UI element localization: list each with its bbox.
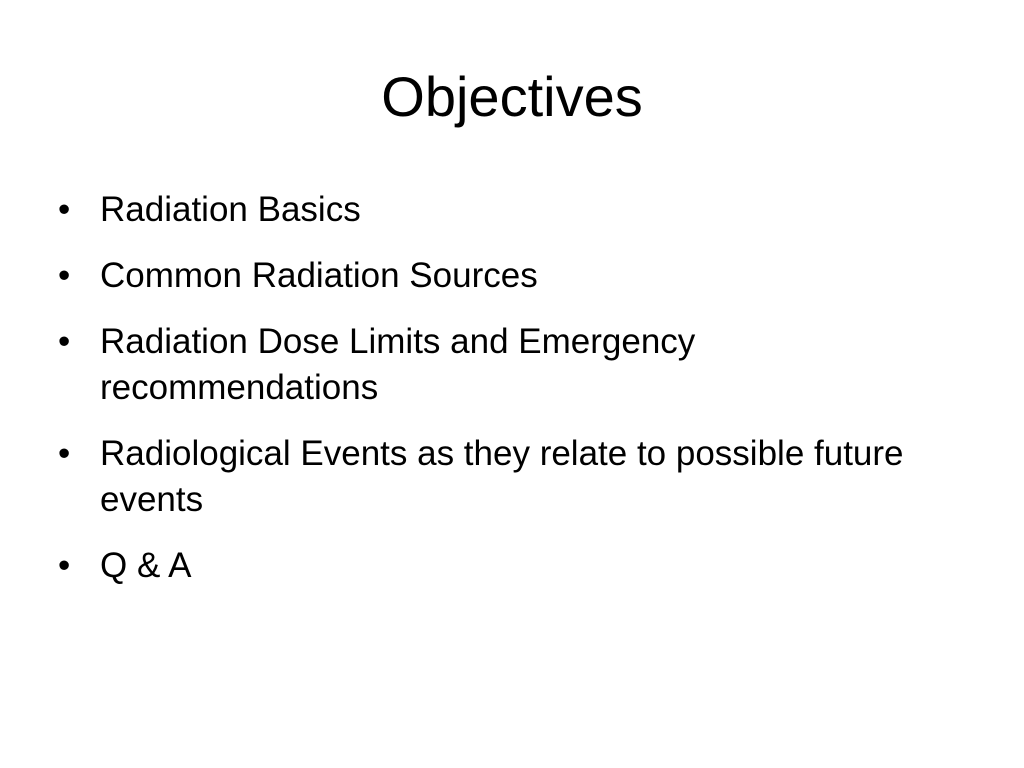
bullet-icon: • — [58, 322, 71, 361]
list-item — [58, 187, 958, 233]
bullet-icon: • — [58, 190, 71, 229]
bullet-icon: • — [58, 434, 71, 473]
list-item-text: Radiation Basics — [100, 190, 361, 229]
list-item-text: Radiation Dose Limits and Emergency recommendations — [100, 322, 696, 407]
list-item — [58, 543, 958, 589]
objectives-list — [58, 187, 958, 609]
bullet-icon: • — [58, 546, 71, 585]
slide-title: Objectives — [381, 65, 643, 128]
list-item — [58, 431, 958, 523]
list-item — [58, 253, 958, 299]
list-item — [58, 319, 958, 411]
list-item-text: Q & A — [100, 546, 192, 585]
bullet-icon: • — [58, 256, 71, 295]
list-item-text: Radiological Events as they relate to possible future events — [100, 434, 904, 519]
list-item-text: Common Radiation Sources — [100, 256, 538, 295]
